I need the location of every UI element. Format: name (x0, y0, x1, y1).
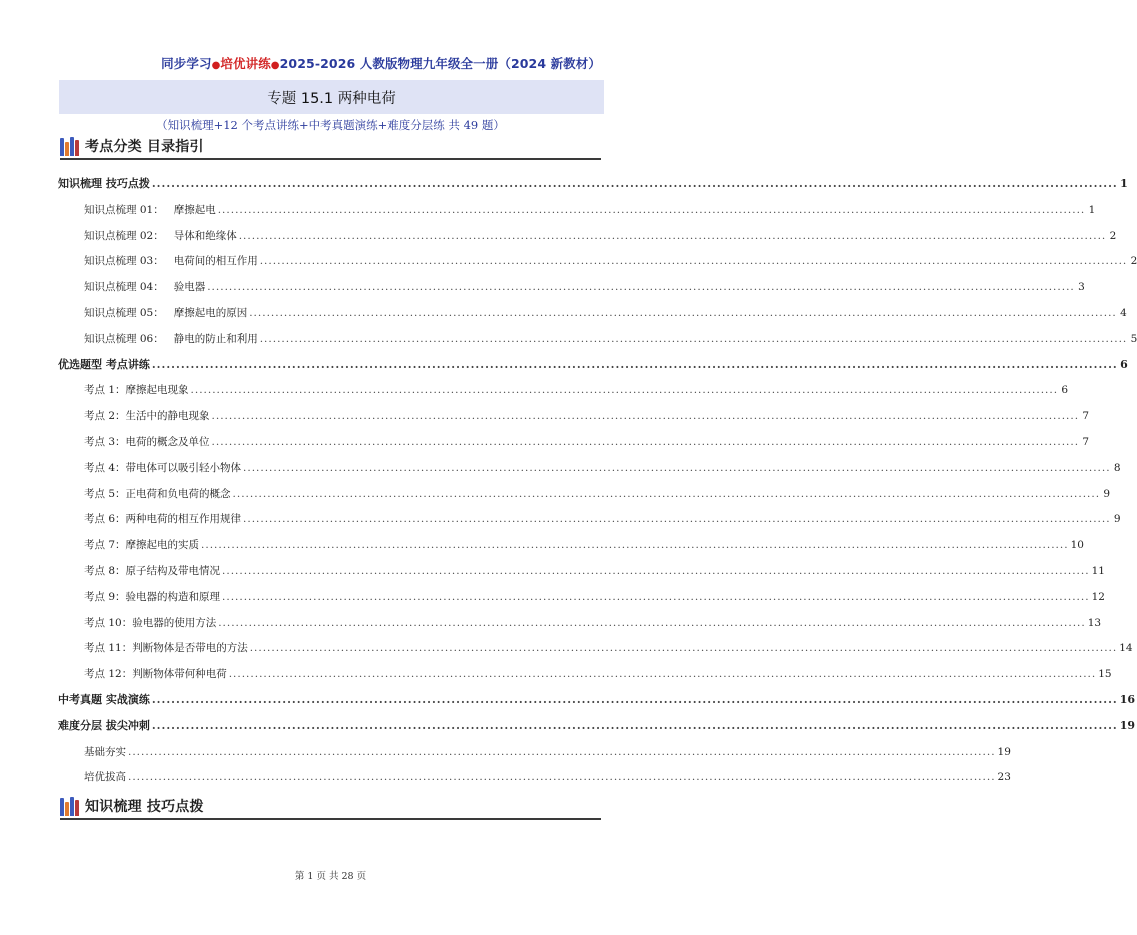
toc-page-number: 1 (1120, 177, 1128, 190)
toc-entry-title: 考点 10：验电器的使用方法 (84, 616, 217, 629)
banner-dot: ● (211, 60, 221, 71)
banner-part3: 2025-2026 人教版物理九年级全一册（2024 新教材） (279, 56, 601, 71)
toc-leader-dots: ........................................................................................................................................................................................................ (222, 590, 1090, 603)
banner-dot: ● (270, 60, 280, 71)
toc-leader-dots: ........................................................................................................................................................................................................ (217, 203, 1086, 216)
toc-entry-title: 考点 12：判断物体带何种电荷 (84, 668, 227, 681)
books-icon (60, 136, 79, 156)
toc-leader-dots: ........................................................................................................................................................................................................ (228, 668, 1097, 681)
toc-entry-title: 考点 8：原子结构及带电情况 (84, 565, 221, 577)
toc-page-number: 8 (1113, 461, 1121, 474)
toc-entry-title: 优选题型 考点讲练 (58, 357, 150, 371)
toc-item-row[interactable] (58, 481, 1111, 501)
toc-item-row[interactable] (58, 610, 1102, 630)
toc-section-row[interactable] (58, 687, 1136, 707)
toc-page-number: 19 (1119, 718, 1136, 732)
toc-item-row[interactable] (58, 274, 1085, 294)
toc-page-number: 7 (1082, 410, 1090, 423)
section-label-toc: 考点分类 目录指引 (85, 139, 204, 155)
toc-page-number: 9 (1113, 513, 1121, 526)
toc-entry-title: 考点 1：摩擦起电现象 (84, 384, 189, 397)
toc-entry-title: 知识点梳理 02： 导体和绝缘体 (84, 229, 237, 242)
toc-leader-dots: ........................................................................................................................................................................................................ (238, 229, 1107, 242)
toc-page-number: 15 (1098, 668, 1112, 681)
toc-leader-dots: ........................................................................................................................................................................................................ (128, 745, 996, 758)
toc-leader-dots: ........................................................................................................................................................................................................ (222, 565, 1090, 577)
toc-item-row[interactable] (58, 558, 1105, 578)
toc-leader-dots: ........................................................................................................................................................................................................ (201, 539, 1069, 552)
toc-item-row[interactable] (58, 248, 1137, 268)
toc-leader-dots: ........................................................................................................................................................................................................ (232, 487, 1101, 500)
toc-leader-dots: ........................................................................................................................................................................................................ (249, 642, 1118, 655)
toc-page-number: 13 (1087, 616, 1102, 629)
toc-leader-dots: ........................................................................................................................................................................................................ (151, 718, 1118, 732)
section-label-knowledge: 知识梳理 技巧点拨 (85, 799, 204, 815)
toc-item-row[interactable] (58, 455, 1121, 475)
toc-entry-title: 难度分层 拔尖冲刺 (58, 718, 150, 732)
toc-item-row[interactable] (58, 584, 1105, 604)
toc-section-row[interactable] (58, 713, 1136, 733)
toc-item-row[interactable] (58, 739, 1011, 759)
toc-leader-dots: ........................................................................................................................................................................................................ (151, 693, 1118, 706)
toc-page-number: 10 (1070, 539, 1084, 552)
toc-leader-dots: ........................................................................................................................................................................................................ (218, 616, 1086, 629)
toc-page-number: 14 (1119, 642, 1133, 655)
toc-item-row[interactable] (58, 532, 1084, 552)
toc-leader-dots: ........................................................................................................................................................................................................ (259, 255, 1128, 268)
toc-leader-dots: ........................................................................................................................................................................................................ (243, 461, 1111, 474)
toc-page-number: 16 (1119, 693, 1136, 706)
page-footer: 第 1 页 共 28 页 (294, 871, 367, 882)
toc-page-number: 12 (1091, 590, 1105, 603)
toc-leader-dots: ........................................................................................................................................................................................................ (243, 513, 1111, 526)
toc-item-row[interactable] (58, 661, 1112, 681)
toc-page-number: 23 (997, 771, 1011, 784)
section-header-knowledge (60, 796, 601, 820)
toc-leader-dots: ........................................................................................................................................................................................................ (151, 357, 1118, 371)
banner-part1: 同步学习 (161, 56, 212, 71)
toc-page-number: 2 (1130, 255, 1137, 268)
toc-leader-dots: ........................................................................................................................................................................................................ (151, 177, 1118, 190)
toc-leader-dots: ........................................................................................................................................................................................................ (207, 281, 1075, 294)
toc-page-number: 3 (1078, 281, 1085, 294)
toc-section-row[interactable] (58, 171, 1128, 191)
toc-leader-dots: ........................................................................................................................................................................................................ (190, 384, 1059, 397)
toc-leader-dots: ........................................................................................................................................................................................................ (128, 771, 996, 784)
toc-page-number: 4 (1120, 307, 1127, 319)
toc-entry-title: 考点 9：验电器的构造和原理 (84, 590, 221, 603)
toc-item-row[interactable] (58, 223, 1117, 243)
toc-entry-title: 知识点梳理 06： 静电的防止和利用 (84, 332, 258, 345)
toc-page-number: 19 (997, 745, 1011, 758)
toc-page-number: 2 (1109, 229, 1117, 242)
toc-entry-title: 中考真题 实战演练 (58, 693, 150, 706)
section-header-toc (60, 136, 601, 160)
banner-part2: 培优讲练 (220, 56, 271, 71)
toc-leader-dots: ........................................................................................................................................................................................................ (211, 410, 1080, 423)
toc-entry-title: 知识点梳理 04： 验电器 (84, 281, 206, 294)
toc-entry-title: 考点 3：电荷的概念及单位 (84, 436, 210, 448)
toc-entry-title: 考点 2：生活中的静电现象 (84, 410, 210, 423)
toc-item-row[interactable] (58, 506, 1121, 526)
toc-item-row[interactable] (58, 377, 1069, 397)
header-banner (161, 54, 601, 72)
toc-page-number: 11 (1091, 565, 1105, 577)
toc-entry-title: 考点 4：带电体可以吸引轻小物体 (84, 461, 242, 474)
toc-entry-title: 考点 5：正电荷和负电荷的概念 (84, 487, 231, 500)
page-subtitle: （知识梳理+12 个考点讲练+中考真题演练+难度分层练 共 49 题） (156, 118, 505, 132)
toc-entry-title: 知识梳理 技巧点拨 (58, 177, 150, 190)
toc-page-number: 9 (1103, 487, 1111, 500)
toc-item-row[interactable] (58, 300, 1127, 320)
toc-page-number: 5 (1130, 332, 1137, 345)
toc-item-row[interactable] (58, 197, 1096, 217)
toc-entry-title: 基础夯实 (84, 745, 126, 758)
toc-item-row[interactable] (58, 326, 1137, 346)
books-icon (60, 796, 79, 816)
toc-leader-dots: ........................................................................................................................................................................................................ (211, 436, 1080, 448)
toc-item-row[interactable] (58, 635, 1133, 655)
page-title-bar (59, 80, 604, 114)
toc-leader-dots: ........................................................................................................................................................................................................ (249, 307, 1117, 319)
page-title: 专题 15.1 两种电荷 (267, 90, 396, 107)
toc-item-row[interactable] (58, 429, 1090, 449)
toc-page-number: 6 (1061, 384, 1069, 397)
toc-page-number: 1 (1088, 203, 1096, 216)
toc-entry-title: 考点 6：两种电荷的相互作用规律 (84, 513, 242, 526)
toc-item-row[interactable] (58, 764, 1011, 784)
toc-leader-dots: ........................................................................................................................................................................................................ (259, 332, 1128, 345)
toc-page-number: 7 (1082, 436, 1090, 448)
toc-entry-title: 考点 7：摩擦起电的实质 (84, 539, 200, 552)
toc-entry-title: 培优拔高 (84, 771, 126, 784)
toc-entry-title: 知识点梳理 05： 摩擦起电的原因 (84, 307, 248, 319)
toc-page-number: 6 (1120, 357, 1128, 371)
toc-item-row[interactable] (58, 403, 1090, 423)
toc-entry-title: 考点 11：判断物体是否带电的方法 (84, 642, 248, 655)
toc-entry-title: 知识点梳理 03： 电荷间的相互作用 (84, 255, 258, 268)
toc-section-row[interactable] (58, 352, 1128, 372)
toc-entry-title: 知识点梳理 01： 摩擦起电 (84, 203, 216, 216)
